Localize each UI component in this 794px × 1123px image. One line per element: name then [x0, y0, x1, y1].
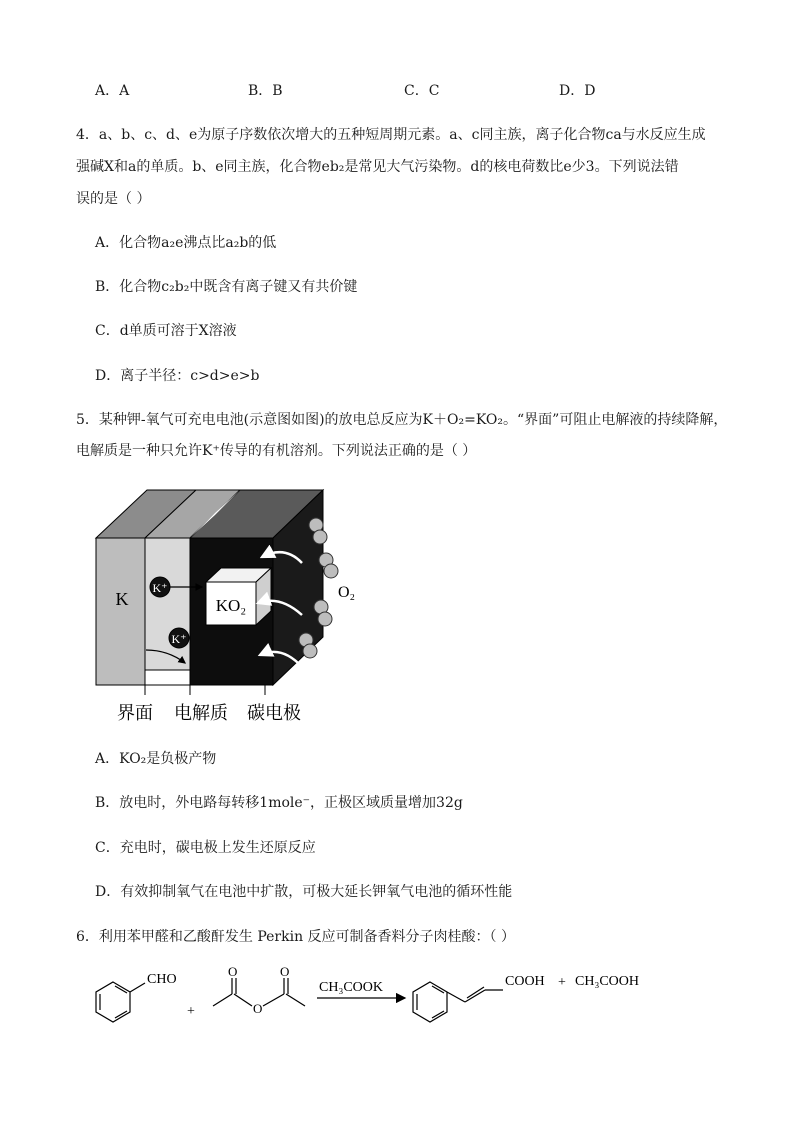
q3-option-b: B．B — [248, 83, 283, 99]
q5-option-a: A．KO₂是负极产物 — [95, 751, 217, 767]
acetic-acid-label: CH₃COOH — [575, 974, 639, 989]
q4-stem-line-2: 强碱X和a的单质。b、e同主族，化合物eb₂是常见大气污染物。d的核电荷数比e少3。下列说法错 — [76, 159, 679, 175]
q3-option-c: C．C — [404, 83, 440, 99]
q4-stem-line-1: 4．a、b、c、d、e为原子序数依次增大的五种短周期元素。a、c同主族，离子化合物ca与水反应生成 — [76, 127, 706, 143]
q4-option-a: A．化合物a₂e沸点比a₂b的低 — [95, 235, 277, 251]
q4-option-b: B．化合物c₂b₂中既含有离子键又有共价键 — [95, 279, 358, 295]
q4-stem-line-3: 误的是（ ） — [76, 191, 151, 207]
reagent-label: CH₃COOK — [319, 980, 383, 995]
label-interface: 界面 — [117, 703, 153, 723]
q5-stem-line-1: 5．某种钾-氧气可充电电池(示意图如图)的放电总反应为K＋O₂=KO₂。“界面”可阻止电解液的持续降解， — [76, 412, 728, 428]
plus-sign-1: + — [187, 1004, 195, 1019]
q6-stem-line-1: 6．利用苯甲醛和乙酸酐发生 Perkin 反应可制备香料分子肉桂酸：（ ） — [76, 929, 516, 945]
plus-sign-2: + — [558, 975, 566, 990]
q4-option-d: D．离子半径：c>d>e>b — [95, 368, 260, 384]
q4-option-c: C．d单质可溶于X溶液 — [95, 323, 237, 339]
electrolyte-strip — [145, 670, 190, 685]
cho-label: CHO — [147, 972, 177, 987]
battery-diagram — [90, 485, 370, 730]
anhydride-o-1: O — [228, 964, 238, 979]
q5-option-d: D．有效抑制氧气在电池中扩散，可极大延长钾氧气电池的循环性能 — [95, 884, 513, 900]
k-electrode — [96, 538, 145, 685]
anhydride-o-2: O — [280, 964, 290, 979]
benzaldehyde-structure — [96, 982, 145, 1022]
k-ion-1-label: K⁺ — [152, 581, 168, 595]
q3-option-d: D．D — [559, 83, 596, 99]
q3-option-a: A．A — [95, 83, 130, 99]
q5-stem-line-2: 电解质是一种只允许K⁺传导的有机溶剂。下列说法正确的是（ ） — [76, 443, 477, 459]
ko2-label: KO₂ — [215, 596, 247, 615]
cooh-label: COOH — [505, 974, 545, 989]
interface-layer — [145, 538, 190, 685]
perkin-reaction-scheme — [85, 960, 675, 1035]
cinnamic-acid-structure — [413, 982, 503, 1022]
q5-option-c: C．充电时，碳电极上发生还原反应 — [95, 840, 316, 856]
label-electrolyte: 电解质 — [174, 703, 228, 723]
o2-label: O₂ — [338, 584, 356, 601]
k-ion-2-label: K⁺ — [171, 632, 187, 646]
q5-option-b: B．放电时，外电路每转移1mole⁻，正极区域质量增加32g — [95, 795, 463, 811]
k-label: K — [115, 589, 129, 609]
label-carbon-electrode: 碳电极 — [247, 703, 301, 723]
anhydride-o-bridge: O — [253, 1001, 263, 1016]
